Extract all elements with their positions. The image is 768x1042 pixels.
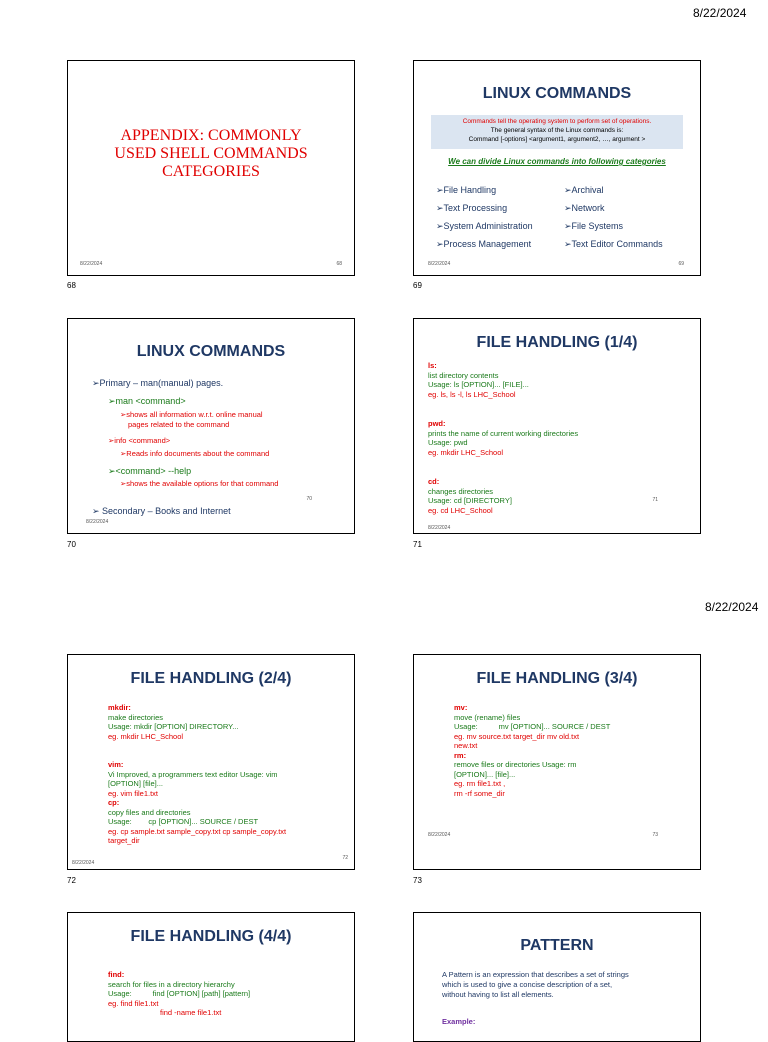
command-name: mkdir: — [108, 703, 131, 712]
slide-footer-date: 8/22/2024 — [428, 525, 451, 531]
command-usage: Usage: cd [DIRECTORY] — [428, 496, 512, 505]
description-line: pages related to the command — [128, 420, 230, 429]
command-usage: Usage: mkdir [OPTION] DIRECTORY... — [108, 722, 239, 731]
slide-label: 70 — [67, 540, 76, 549]
command-example: eg. rm file1.txt , — [454, 779, 506, 788]
description-line: which is used to give a concise description of a set, — [442, 980, 613, 989]
mv-rm-block — [454, 703, 610, 798]
page-date: 8/22/2024 — [693, 6, 747, 20]
command-name: cd: — [428, 477, 440, 486]
syntax-line: The general syntax of the Linux commands is: — [490, 127, 624, 134]
slide-title: FILE HANDLING (3/4) — [476, 670, 638, 687]
slide-title: FILE HANDLING (2/4) — [130, 670, 292, 687]
slide-68 — [67, 60, 355, 276]
slide-label: 73 — [413, 876, 422, 885]
command-example: eg. cd LHC_School — [428, 505, 493, 515]
command-description: remove files or directories Usage: rm — [454, 760, 577, 769]
slide-footer-date: 8/22/2024 — [72, 860, 95, 866]
vim-block — [108, 760, 286, 846]
help-line: ➢<command> --help — [108, 466, 192, 476]
command-description: copy files and directories — [108, 807, 191, 817]
syntax-line: Commands tell the operating system to perform set of operations. — [462, 118, 652, 125]
page-date: 8/22/2024 — [705, 600, 759, 614]
slide-69 — [413, 60, 701, 276]
slide-footer-date: 8/22/2024 — [428, 261, 451, 267]
slide-73 — [413, 654, 701, 870]
command-description: prints the name of current working directories — [428, 428, 579, 438]
command-description: make directories — [108, 712, 164, 722]
title-line: CATEGORIES — [162, 163, 260, 180]
slide-70 — [67, 318, 355, 534]
category-item: ➢Text Editor Commands — [564, 239, 663, 249]
slide-title: LINUX COMMANDS — [136, 343, 286, 360]
mkdir-block — [108, 703, 238, 741]
command-example: eg. cp sample.txt sample_copy.txt cp sample_copy.txt — [108, 826, 287, 836]
example-label: Example: — [442, 1017, 476, 1026]
description-line: ➢shows all information w.r.t. online manual — [120, 410, 263, 419]
slide-label: 69 — [413, 281, 422, 290]
category-item: ➢Archival — [564, 185, 604, 195]
slide-footer-number: 69 — [678, 261, 684, 267]
man-description — [120, 410, 263, 430]
category-item: ➢File Handling — [436, 185, 497, 195]
category-item: ➢Text Processing — [436, 203, 508, 213]
command-description: [OPTION]... [file]... — [454, 769, 516, 779]
syntax-box — [431, 115, 683, 149]
slide-footer-number: 72 — [342, 855, 348, 861]
command-description: move (rename) files — [454, 712, 521, 722]
command-example: eg. mkdir LHC_School — [108, 731, 184, 741]
command-description: Vi Improved, a programmers text editor Usage: vim — [108, 769, 278, 779]
description-line: without having to list all elements. — [442, 990, 554, 999]
command-name: pwd: — [428, 419, 446, 428]
title-line: APPENDIX: COMMONLY — [120, 127, 302, 144]
command-name: vim: — [108, 760, 124, 769]
slide-label: 68 — [67, 281, 76, 290]
title-line: USED SHELL COMMANDS — [114, 145, 308, 162]
man-line: ➢man <command> — [108, 396, 186, 406]
command-name: find: — [108, 970, 125, 979]
command-description: [OPTION] [file]... — [108, 779, 164, 788]
command-description: search for files in a directory hierarchy — [108, 979, 235, 989]
slide-label: 71 — [413, 540, 422, 549]
command-example: eg. mv source.txt target_dir mv old.txt — [454, 731, 580, 741]
category-item: ➢File Systems — [564, 221, 624, 231]
slide-footer-number: 73 — [652, 832, 658, 838]
slide-footer-date: 8/22/2024 — [428, 832, 451, 838]
command-name: mv: — [454, 703, 468, 712]
cd-block — [428, 477, 512, 515]
command-example: find -name file1.txt — [160, 1008, 222, 1017]
category-item: ➢Network — [564, 203, 605, 213]
command-name: rm: — [454, 750, 467, 760]
command-usage: Usage: find [OPTION] [path] [pattern] — [108, 989, 251, 998]
slide-72 — [67, 654, 355, 870]
command-example: eg. mkdir LHC_School — [428, 447, 504, 457]
info-description: ➢Reads info documents about the command — [120, 449, 270, 458]
command-name: ls: — [428, 361, 437, 370]
slide-footer-date: 8/22/2024 — [86, 519, 109, 525]
info-line: ➢info <command> — [108, 436, 171, 445]
command-description: list directory contents — [428, 370, 499, 380]
slide-title — [68, 127, 354, 181]
slide-74 — [67, 912, 355, 1042]
command-example: target_dir — [108, 836, 140, 845]
command-example: eg. vim file1.txt — [108, 788, 159, 798]
primary-line: ➢Primary – man(manual) pages. — [92, 378, 224, 388]
command-usage: Usage: cp [OPTION]... SOURCE / DEST — [108, 817, 259, 826]
categories-heading: We can divide Linux commands into following categories — [448, 157, 666, 166]
syntax-line: Command [-options] <argument1, argument2, …, argument > — [468, 136, 646, 143]
slide-footer-date: 8/22/2024 — [80, 261, 103, 267]
slide-75 — [413, 912, 701, 1042]
command-example: new.txt — [454, 741, 478, 750]
slide-title: LINUX COMMANDS — [482, 85, 632, 102]
pattern-description — [442, 970, 629, 1000]
command-example: eg. ls, ls -l, ls LHC_School — [428, 389, 516, 399]
slide-footer-number: 70 — [306, 496, 312, 502]
slide-footer-number: 71 — [652, 497, 658, 503]
command-description: changes directories — [428, 486, 494, 496]
help-description: ➢shows the available options for that command — [120, 479, 279, 488]
slide-label: 72 — [67, 876, 76, 885]
categories-left — [436, 181, 533, 253]
command-name: cp: — [108, 798, 120, 807]
slide-71 — [413, 318, 701, 534]
ls-block — [428, 361, 529, 399]
category-item: ➢Process Management — [436, 239, 532, 249]
slide-title: FILE HANDLING (1/4) — [476, 334, 638, 351]
command-example: eg. find file1.txt — [108, 998, 159, 1008]
pwd-block — [428, 419, 578, 457]
command-usage: Usage: pwd — [428, 438, 468, 447]
categories-right — [564, 181, 663, 253]
slide-footer-number: 68 — [336, 261, 342, 267]
slide-title: PATTERN — [520, 937, 594, 954]
description-line: A Pattern is an expression that describes a set of strings — [442, 970, 629, 979]
command-usage: Usage: mv [OPTION]... SOURCE / DEST — [454, 722, 611, 731]
find-block — [108, 970, 250, 1018]
command-example: rm -rf some_dir — [454, 788, 505, 798]
secondary-line: ➢ Secondary – Books and Internet — [92, 506, 231, 516]
slide-title: FILE HANDLING (4/4) — [130, 928, 292, 945]
category-item: ➢System Administration — [436, 221, 533, 231]
command-usage: Usage: ls [OPTION]... [FILE]... — [428, 380, 529, 389]
